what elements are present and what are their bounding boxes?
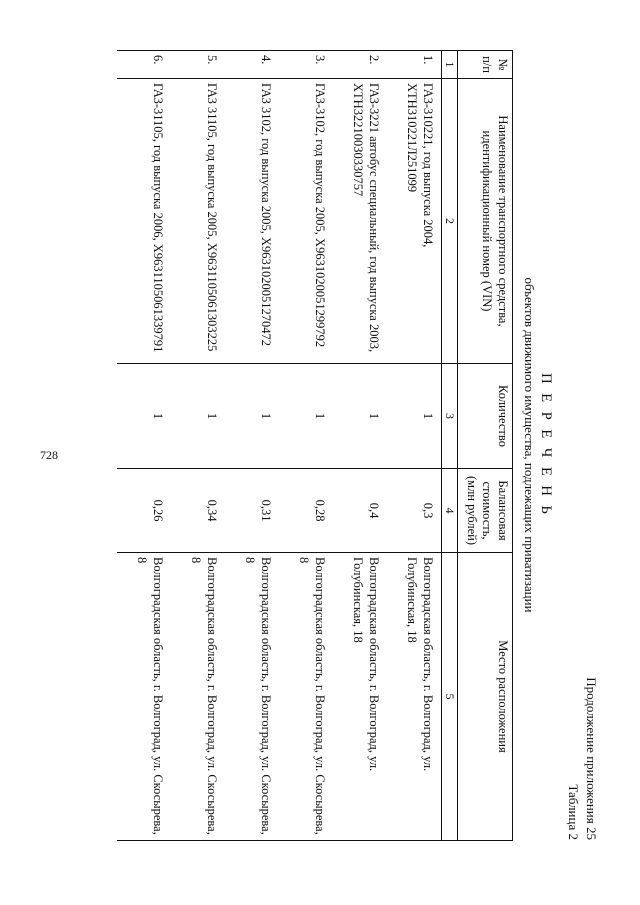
- row-name: ГАЗ-31105, год выпуска 2006, Х9631105061339791: [117, 79, 171, 364]
- col-number: 5: [442, 553, 458, 841]
- row-balance: 0,34: [171, 469, 225, 553]
- table-row: [225, 51, 279, 841]
- row-location: Волгоградская область, г. Волгоград, ул. Скосырева, 8: [171, 553, 225, 841]
- column-number-row: [442, 51, 458, 841]
- header-location: Место расположения: [458, 553, 513, 841]
- row-qty: 1: [387, 364, 442, 469]
- row-name: ГАЗ-310221, год выпуска 2004, ХТН310221Л251099: [387, 79, 442, 364]
- row-name: ГАЗ-3221 автобус специальный, год выпуска 2003, ХТН322100З0330757: [333, 79, 387, 364]
- row-location: Волгоградская область, г. Волгоград, ул. Скосырева, 8: [117, 553, 171, 841]
- row-num: 5.: [171, 51, 225, 79]
- col-number: 3: [442, 364, 458, 469]
- row-num: 6.: [117, 51, 171, 79]
- row-name: ГАЗ-3102, год выпуска 2005, Х9631020051299792: [279, 79, 333, 364]
- table-row: [171, 51, 225, 841]
- row-location: Волгоградская область, г. Волгоград, ул. Голубинская, 18: [333, 553, 387, 841]
- row-location: Волгоградская область, г. Волгоград, ул. Скосырева, 8: [225, 553, 279, 841]
- row-location: Волгоградская область, г. Волгоград, ул. Голубинская, 18: [387, 553, 442, 841]
- appendix-label: Продолжение приложения 25: [584, 677, 599, 840]
- row-balance: 0,3: [387, 469, 442, 553]
- col-number: 4: [442, 469, 458, 553]
- row-qty: 1: [333, 364, 387, 469]
- table-header-row: [458, 51, 513, 841]
- row-name: ГАЗ 31105, год выпуска 2005, Х9631105061303225: [171, 79, 225, 364]
- header-balance: Балансовая стоимость, (млн рублей): [458, 469, 513, 553]
- row-location: Волгоградская область, г. Волгоград, ул. Скосырева, 8: [279, 553, 333, 841]
- header-name: Наименование транспортного средства, идентификационный номер (VIN): [458, 79, 513, 364]
- row-qty: 1: [171, 364, 225, 469]
- property-table: [117, 50, 513, 841]
- row-qty: 1: [225, 364, 279, 469]
- row-num: 1.: [387, 51, 442, 79]
- col-number: 1: [442, 51, 458, 79]
- row-num: 4.: [225, 51, 279, 79]
- row-balance: 0,4: [333, 469, 387, 553]
- row-balance: 0,31: [225, 469, 279, 553]
- document-subtitle: объектов движимого имущества, подлежащих приватизации: [522, 277, 537, 613]
- table-row: [387, 51, 442, 841]
- table-label: Таблица 2: [566, 784, 582, 840]
- landscape-page: [110, 50, 600, 840]
- appendix-header: [565, 677, 600, 840]
- row-qty: 1: [279, 364, 333, 469]
- header-num: № п/п: [458, 51, 513, 79]
- table-row: [279, 51, 333, 841]
- row-num: 3.: [279, 51, 333, 79]
- row-balance: 0,28: [279, 469, 333, 553]
- row-balance: 0,26: [117, 469, 171, 553]
- document-title: П Е Р Е Ч Е Н Ь: [538, 373, 554, 517]
- header-qty: Количество: [458, 364, 513, 469]
- table-row: [333, 51, 387, 841]
- row-qty: 1: [117, 364, 171, 469]
- row-num: 2.: [333, 51, 387, 79]
- table-row: [117, 51, 171, 841]
- row-name: ГАЗ 3102, год выпуска 2005, Х9631020051270472: [225, 79, 279, 364]
- page-number: 728: [40, 448, 58, 462]
- col-number: 2: [442, 79, 458, 364]
